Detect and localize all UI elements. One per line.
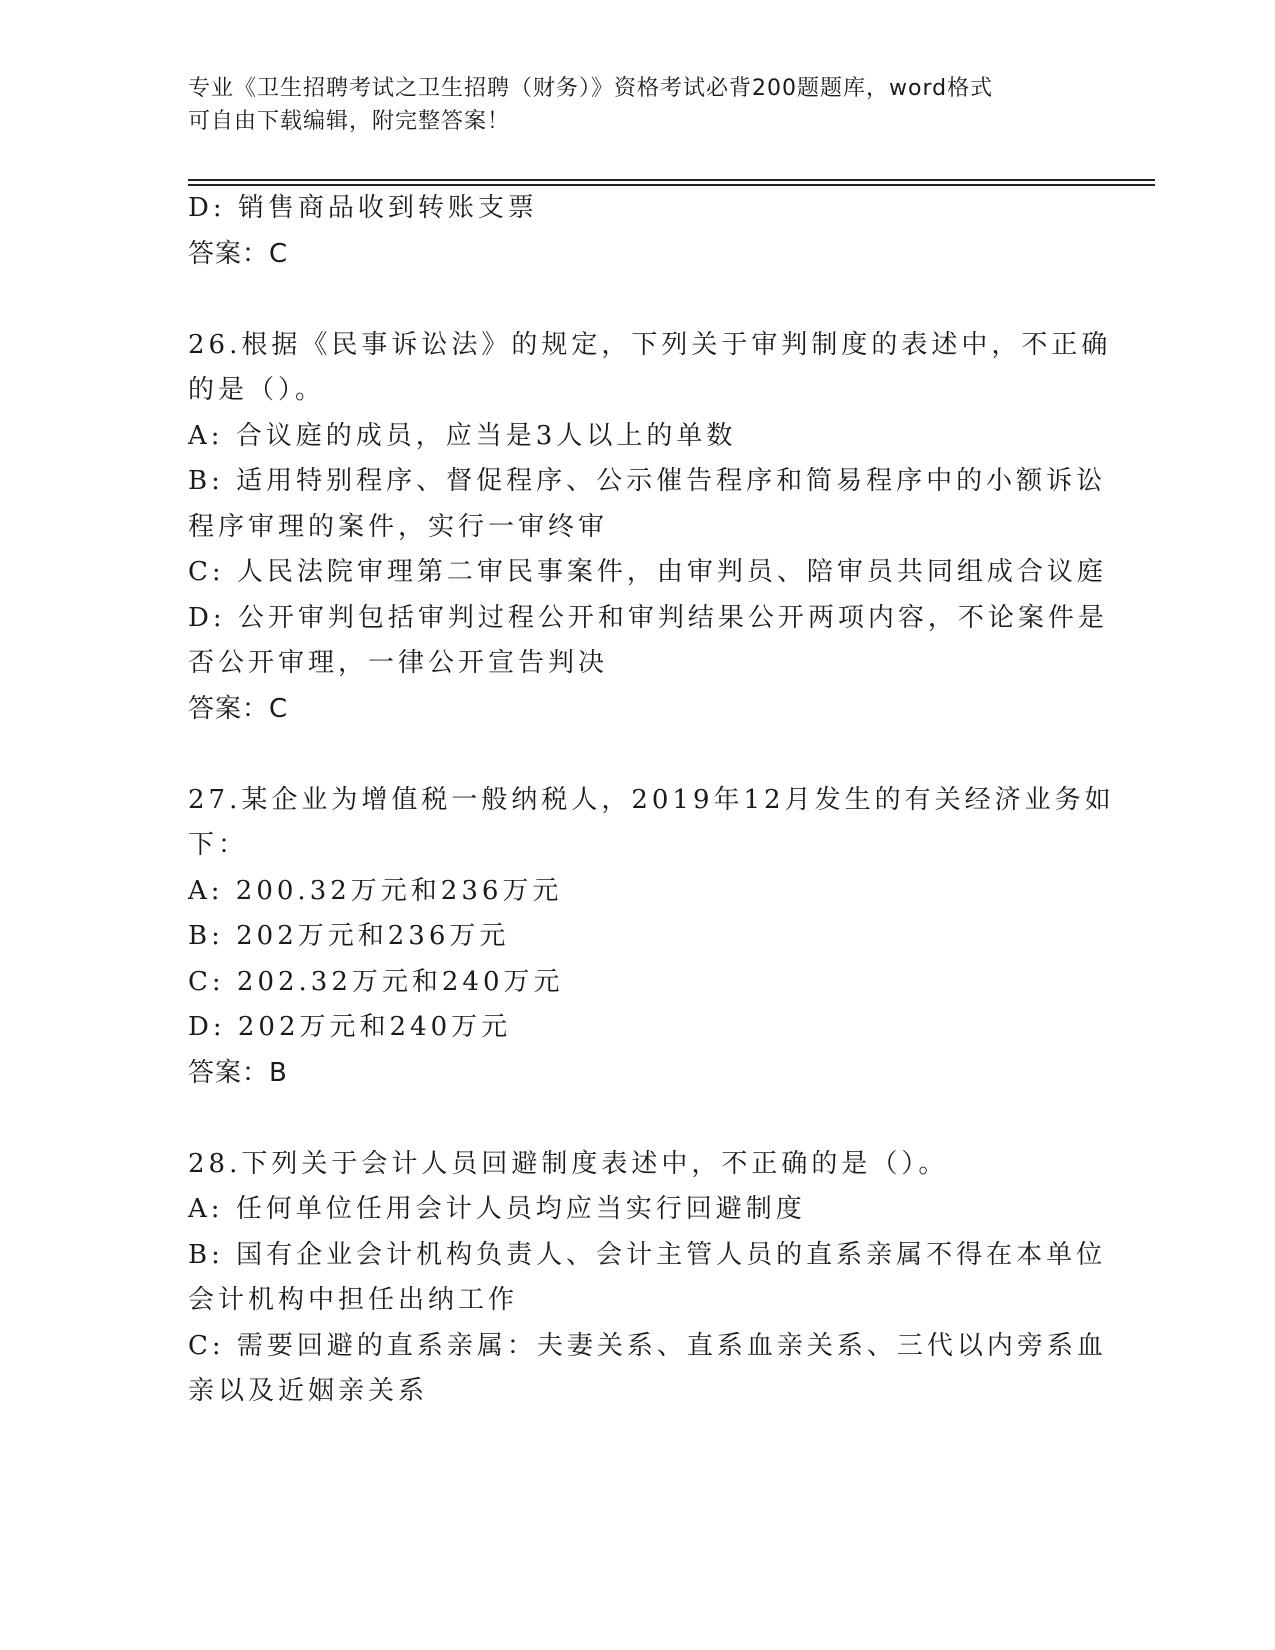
option-b-cont: 会计机构中担任出纳工作 <box>188 1285 519 1315</box>
header-line-1: 专业《卫生招聘考试之卫生招聘（财务）》资格考试必背200题题库，word格式 <box>188 76 994 101</box>
question-stem: 26.根据《民事诉讼法》的规定，下列关于审判制度的表述中，不正确 <box>188 329 1112 360</box>
header-line-2: 可自由下载编辑，附完整答案！ <box>188 109 511 134</box>
option-d: D: 202万元和240万元 <box>188 1012 512 1042</box>
spacer <box>188 277 1068 323</box>
question-28 <box>188 1142 1107 1415</box>
answer-line: 答案：C <box>188 238 289 269</box>
option-c-cont: 亲以及近姻亲关系 <box>188 1376 429 1406</box>
option-b: B: 202万元和236万元 <box>188 921 510 951</box>
question-26 <box>188 323 1112 733</box>
question-27 <box>188 778 1115 1097</box>
document-body <box>188 186 1115 1415</box>
option-d: D: 销售商品收到转账支票 <box>188 193 538 223</box>
question-stem: 28.下列关于会计人员回避制度表述中，不正确的是（）。 <box>188 1148 949 1179</box>
option-c: C: 需要回避的直系亲属：夫妻关系、直系血亲关系、三代以内旁系血 <box>188 1330 1107 1361</box>
option-b: B: 国有企业会计机构负责人、会计主管人员的直系亲属不得在本单位 <box>188 1239 1107 1270</box>
option-a: A: 任何单位任用会计人员均应当实行回避制度 <box>188 1194 806 1224</box>
option-c: C: 202.32万元和240万元 <box>188 966 564 997</box>
document-header <box>188 72 1068 138</box>
answer-line: 答案：B <box>188 1057 288 1088</box>
spacer <box>188 1096 1068 1142</box>
option-a: A: 200.32万元和236万元 <box>188 875 563 906</box>
spacer <box>188 732 1068 778</box>
previous-question-tail <box>188 186 1068 277</box>
option-b-cont: 程序审理的案件，实行一审终审 <box>188 511 609 542</box>
question-stem-cont: 下： <box>188 830 249 860</box>
option-a: A: 合议庭的成员，应当是3人以上的单数 <box>188 420 737 451</box>
option-b: B: 适用特别程序、督促程序、公示催告程序和简易程序中的小额诉讼 <box>188 466 1107 496</box>
option-d-cont: 否公开审理，一律公开宣告判决 <box>188 648 609 678</box>
answer-line: 答案：C <box>188 693 289 724</box>
question-stem-cont: 的是（）。 <box>188 375 326 405</box>
question-stem: 27.某企业为增值税一般纳税人，2019年12月发生的有关经济业务如 <box>188 784 1115 815</box>
option-c: C: 人民法院审理第二审民事案件，由审判员、陪审员共同组成合议庭 <box>188 557 1107 587</box>
option-d: D: 公开审判包括审判过程公开和审判结果公开两项内容，不论案件是 <box>188 602 1108 633</box>
header-rule-top <box>188 179 1155 181</box>
